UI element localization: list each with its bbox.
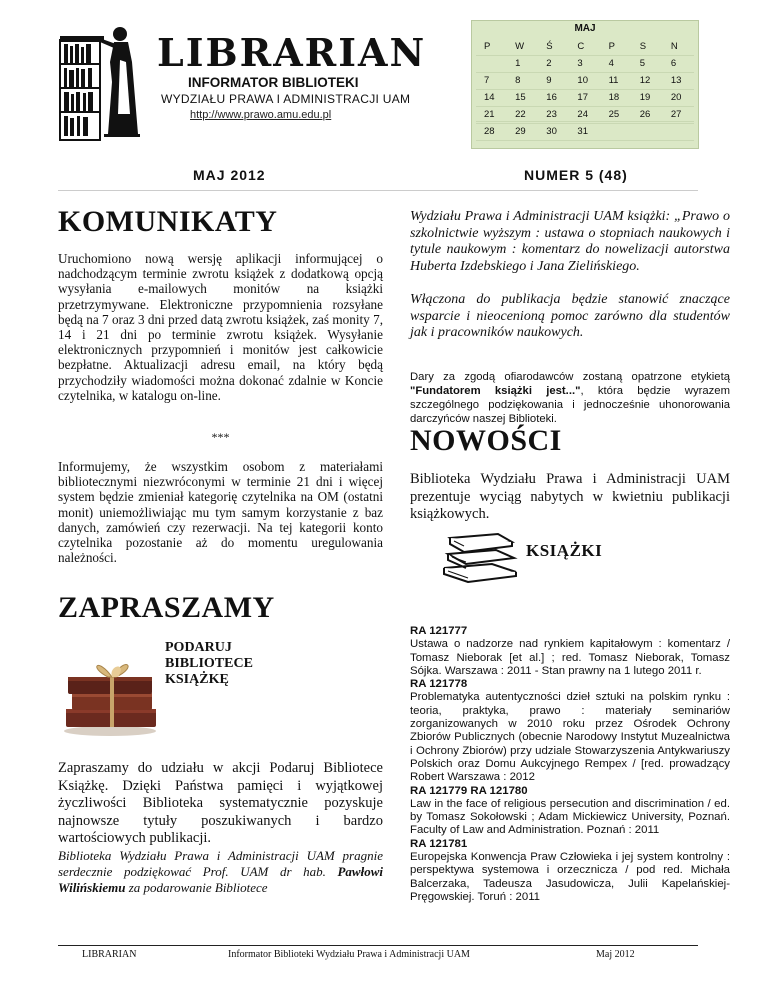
calendar-day-header: N (663, 39, 694, 56)
calendar-day-cell: 17 (569, 90, 600, 107)
book-description: Law in the face of religious persecution and discrimination / ed. by Tomasz Sokołowski ; Adam Mickiewicz University, Poznań. Faculty of Law and Administration. Poznań : 2011 (410, 797, 730, 837)
dary-text-pre: Dary za zgodą ofiarodawców zostaną opatrzone etykietą (410, 371, 730, 383)
masthead-faculty: WYDZIAŁU PRAWA I ADMINISTRACJI UAM (161, 92, 411, 106)
thanks-text-pre: Biblioteka Wydziału Prawa i Administracji UAM pragnie serdecznie podziękować Prof. UAM dr hab. (58, 848, 383, 879)
komunikaty-heading: KOMUNIKATY (58, 205, 278, 238)
nowosci-paragraph: Biblioteka Wydziału Prawa i Administracji UAM prezentuje wyciąg nabytych w kwietniu publikacji książkowych. (410, 471, 730, 522)
ksiazki-heading: KSIĄŻKI (526, 541, 603, 560)
footer-divider (58, 945, 698, 946)
calendar-day-cell: 31 (569, 124, 600, 141)
calendar-day-header: Ś (538, 39, 569, 56)
calendar-day-cell: 1 (507, 56, 538, 73)
calendar-day-cell: 11 (601, 73, 632, 90)
calendar-day-cell: 16 (538, 90, 569, 107)
gift-books-caption (165, 640, 253, 688)
calendar-day-cell: 29 (507, 124, 538, 141)
calendar-day-cell: 9 (538, 73, 569, 90)
calendar-empty-row (476, 121, 694, 144)
calendar-day-cell: 23 (538, 107, 569, 124)
donation-support: Włączona do publikacja będzie stanowić znaczące wsparcie i nieocenioną pomoc zarówno dla studentów jak i pracowników naukowych. (410, 292, 730, 340)
dary-label: "Fundatorem książki jest..." (410, 385, 581, 397)
book-description: Problematyka autentyczności dzieł sztuki na polskim rynku : teoria, praktyka, prawo : materiały seminariów zorganizowanych w 2010 roku przez Ośrodek Ochrony Zbiorów Publicznych (obecnie Narodowy Instytut Muzealnictwa i Ochrony Zbiorów) przy udziale Stowarzyszenia Antykwariuszy Polskich oraz Domu Aukcyjnego Rempex / [red. prowadzący Robert Warszawa : 2012 (410, 691, 730, 784)
book-call-number: RA 121778 (410, 678, 468, 691)
issue-number: NUMER 5 (48) (524, 167, 628, 183)
calendar-day-cell: 22 (507, 107, 538, 124)
donation-label-note (410, 370, 730, 426)
zapraszamy-paragraph: Zapraszamy do udziału w akcji Podaruj Bibliotece Książkę. Dzięki Państwa pamięci i wyjątkowej życzliwości Biblioteka systematycznie pozyskuje najnowsze tytuły poszukiwanych i bardzo wartościowych publikacji. (58, 760, 383, 846)
calendar-day-cell: 14 (476, 90, 507, 107)
footer-center: Informator Biblioteki Wydziału Prawa i Administracji UAM (228, 949, 470, 960)
books-stack-icon (440, 528, 520, 583)
calendar-day-cell: 28 (476, 124, 507, 141)
gift-books-icon (58, 637, 163, 737)
calendar-day-cell: 25 (601, 107, 632, 124)
dary-text-post: , która będzie wyrazem szczególnego podziękowania i jednocześnie uhonorowania darczyńców naszej Biblioteki. (410, 385, 731, 425)
calendar-day-cell: 6 (663, 56, 694, 73)
zapraszamy-heading: ZAPRASZAMY (58, 591, 275, 624)
book-call-number: RA 121779 RA 121780 (410, 784, 528, 797)
calendar-day-cell: 30 (538, 124, 569, 141)
calendar-month: MAJ (574, 23, 596, 34)
thanks-text-post: za podarowanie Bibliotece (125, 880, 268, 895)
donation-continued: Wydziału Prawa i Administracji UAM książki: „Prawo o szkolnictwie wyższym : ustawa o stopniach naukowych i tytule naukowym : komentarz do nowelizacji autorstwa Huberta Izdebskiego i Jana Zielińskiego. (410, 209, 730, 274)
calendar-day-cell: 13 (663, 73, 694, 90)
calendar-day-cell: 12 (632, 73, 663, 90)
footer-right: Maj 2012 (596, 949, 635, 960)
nowosci-heading: NOWOŚCI (410, 424, 562, 457)
calendar-day-cell: 26 (632, 107, 663, 124)
calendar-widget (471, 20, 699, 149)
gift-caption-line-1: PODARUJ (165, 640, 232, 655)
calendar-day-cell: 20 (663, 90, 694, 107)
komunikaty-paragraph-1: Uruchomiono nową wersję aplikacji informującej o nadchodzącym terminie zwrotu książek z dodatkową opcją wysyłania e-mailowych monitów na książki przetrzymywane. Elektroniczne przypomnienia rozsyłane będą na 7 oraz 3 dni przed datą zwrotu książek, zaś monity 7, 14 i 21 dni po terminie zwrotu książek. Wysyłanie elektronicznych przypomnień i monitów jest całkowicie bezpłatne. Aktualizacji adresu email, na który będą przychodziły wiadomości można dokonać zdalnie w Koncie czytelnika, w katalogu on-line. (58, 251, 383, 403)
calendar-day-header: W (507, 39, 538, 56)
librarian-logo-illustration (58, 22, 158, 142)
gift-caption-line-2: BIBLIOTECE (165, 656, 253, 671)
book-description: Europejska Konwencja Praw Człowieka i jej system kontrolny : perspektywa systemowa i orzecznicza / pod red. Michała Balcerzaka, Tadeusza Jasudowicza, Julii Kapelańskiej-Pręgowskiej. Toruń : 2011 (410, 851, 730, 903)
calendar-day-header: P (476, 39, 507, 56)
calendar-day-cell: 7 (476, 73, 507, 90)
calendar-day-cell: 5 (632, 56, 663, 73)
calendar-day-cell: 2 (538, 56, 569, 73)
footer-left: LIBRARIAN (82, 949, 137, 960)
masthead-subtitle: INFORMATOR BIBLIOTEKI (188, 75, 359, 90)
calendar-day-cell: 10 (569, 73, 600, 90)
calendar-day-header: C (569, 39, 600, 56)
book-call-number: RA 121781 (410, 837, 468, 850)
zapraszamy-thanks (58, 848, 383, 896)
calendar-day-cell: 3 (569, 56, 600, 73)
calendar-day-header: P (601, 39, 632, 56)
book-list (410, 625, 730, 904)
calendar-day-cell: 18 (601, 90, 632, 107)
gift-caption-line-3: KSIĄŻKĘ (165, 672, 229, 687)
thanks-name: Pawłowi Wilińskiemu (58, 864, 383, 895)
komunikaty-paragraph-2: Informujemy, że wszystkim osobom z materiałami bibliotecznymi niezwróconymi w terminie 21 dni i więcej system będzie zmieniał kategorię czytelnika na OM (ostatni monit) uniemożliwiając mu tym samym korzystanie z baz danych, zamówień czy rezerwacji. Na tej kategorii konto czytelnika pozostanie aż do momentu uregulowania należności. (58, 459, 383, 566)
calendar-day-cell: 19 (632, 90, 663, 107)
calendar-day-cell: 24 (569, 107, 600, 124)
book-call-number: RA 121777 (410, 625, 468, 637)
calendar-day-cell (476, 56, 507, 73)
calendar-day-cell: 4 (601, 56, 632, 73)
komunikaty-separator: *** (211, 430, 230, 444)
book-description: Ustawa o nadzorze nad rynkiem kapitałowym : komentarz / Tomasz Nieborak [et al.] ; red. Tomasz Nieborak, Tomasz Sójka. Warszawa : 2011 - Stan prawny na 1 lutego 2011 r. (410, 638, 730, 677)
calendar-day-cell: 15 (507, 90, 538, 107)
calendar-day-cell: 8 (507, 73, 538, 90)
calendar-day-cell: 21 (476, 107, 507, 124)
masthead-url-link[interactable]: http://www.prawo.amu.edu.pl (190, 109, 332, 121)
calendar-day-header: S (632, 39, 663, 56)
issue-date: MAJ 2012 (193, 167, 266, 183)
header-divider (58, 190, 698, 191)
calendar-day-cell: 27 (663, 107, 694, 124)
masthead-title: LIBRARIAN (157, 30, 427, 75)
